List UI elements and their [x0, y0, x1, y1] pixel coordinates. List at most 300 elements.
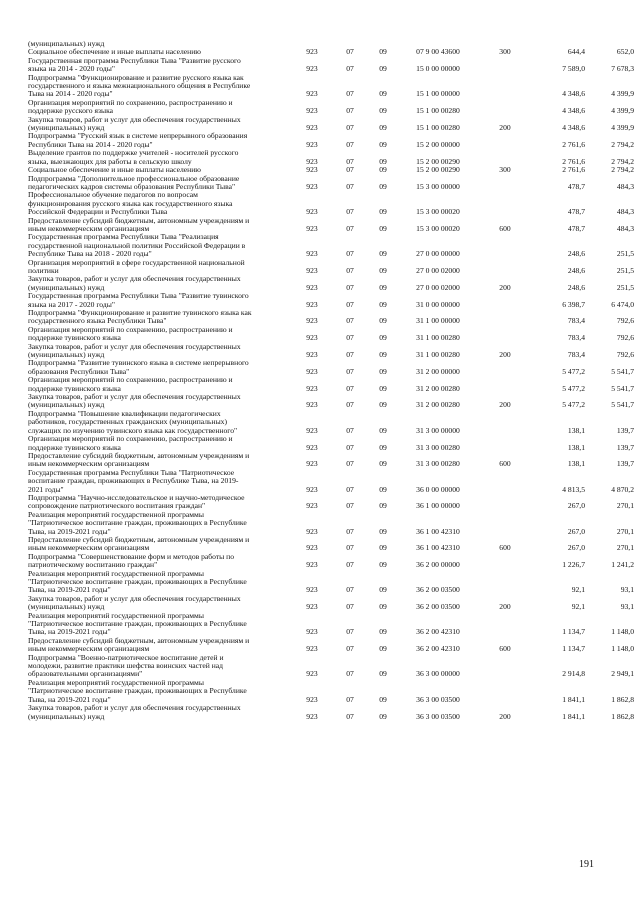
- row-cs-code: 36 3 00 00000: [416, 669, 460, 679]
- row-cs-code: 31 1 00 00280: [416, 350, 460, 360]
- row-amount-2020: 1 134,7: [562, 627, 585, 637]
- row-name: Предоставление субсидий бюджетным, автономным учреждениям и иным некоммерческим организациям: [28, 635, 250, 654]
- row-amount-2020: 4 348,6: [562, 89, 585, 99]
- row-pr-code: 09: [379, 484, 387, 494]
- row-vr-code: 200: [499, 711, 511, 721]
- row-pr-code: 09: [379, 265, 387, 275]
- row-name: Закупка товаров, работ и услуг для обеспечения государственных (муниципальных) нужд: [28, 341, 241, 360]
- row-gr-code: 923: [306, 123, 318, 133]
- row-cs-code: 31 2 00 00000: [416, 366, 460, 376]
- table-row: [28, 704, 634, 721]
- row-amount-2020: 2 761,6: [562, 165, 585, 175]
- row-pr-code: 09: [379, 299, 387, 309]
- table-row: [28, 217, 634, 234]
- row-amount-2020: 92,1: [571, 602, 585, 612]
- row-amount-2021: 1 148,0: [611, 627, 634, 637]
- row-pr-code: 09: [379, 223, 387, 233]
- row-rz-code: 07: [346, 89, 354, 99]
- row-name: Государственная программа Республики Тыва "Развитие русского языка на 2014 - 2020 годы": [28, 55, 241, 74]
- row-amount-2021: 2 949,1: [611, 669, 634, 679]
- row-pr-code: 09: [379, 627, 387, 637]
- row-cs-code: 27 0 00 00000: [416, 249, 460, 259]
- row-pr-code: 09: [379, 249, 387, 259]
- row-cs-code: 36 1 00 42310: [416, 526, 460, 536]
- row-pr-code: 09: [379, 181, 387, 191]
- row-gr-code: 923: [306, 316, 318, 326]
- table-row: [28, 116, 634, 133]
- row-amount-2021: 5 541,7: [611, 366, 634, 376]
- row-name: Подпрограмма "Военно-патриотическое воспитание детей и молодежи, развитие практики шефства воинских частей над образовательными организациями": [28, 652, 224, 679]
- row-cs-code: 15 2 00 00290: [416, 165, 460, 175]
- table-row: [28, 275, 634, 292]
- row-amount-2021: 5 541,7: [611, 383, 634, 393]
- row-amount-2021: 139,7: [616, 459, 634, 469]
- row-amount-2020: 138,1: [567, 442, 585, 452]
- row-amount-2020: 783,4: [567, 316, 585, 326]
- row-amount-2021: 1 241,2: [611, 560, 634, 570]
- row-gr-code: 923: [306, 669, 318, 679]
- table-row: [28, 292, 634, 309]
- row-pr-code: 09: [379, 560, 387, 570]
- row-gr-code: 923: [306, 400, 318, 410]
- row-amount-2021: 93,1: [620, 585, 634, 595]
- table-row: [28, 511, 634, 536]
- table-row: [28, 191, 634, 216]
- row-amount-2020: 267,0: [567, 526, 585, 536]
- row-gr-code: 923: [306, 425, 318, 435]
- row-amount-2021: 4 399,9: [611, 123, 634, 133]
- row-amount-2021: 251,5: [616, 282, 634, 292]
- row-gr-code: 923: [306, 501, 318, 511]
- row-cs-code: 31 0 00 00000: [416, 299, 460, 309]
- row-name: Реализация мероприятий государственной программы "Патриотическое воспитание граждан, проживающих в Республике Тыва, на 2019-2021 годы": [28, 677, 247, 704]
- table-row: [28, 309, 634, 326]
- row-amount-2020: 1 841,1: [562, 711, 585, 721]
- row-cs-code: 36 0 00 00000: [416, 484, 460, 494]
- row-rz-code: 07: [346, 501, 354, 511]
- row-cs-code: 31 2 00 00280: [416, 383, 460, 393]
- row-gr-code: 923: [306, 602, 318, 612]
- table-row: [28, 326, 634, 343]
- row-rz-code: 07: [346, 694, 354, 704]
- row-vr-code: 200: [499, 602, 511, 612]
- table-row: [28, 570, 634, 595]
- row-rz-code: 07: [346, 316, 354, 326]
- row-rz-code: 07: [346, 366, 354, 376]
- row-amount-2020: 1 226,7: [562, 560, 585, 570]
- row-vr-code: 200: [499, 123, 511, 133]
- row-pr-code: 09: [379, 442, 387, 452]
- row-pr-code: 09: [379, 400, 387, 410]
- row-amount-2021: 93,1: [620, 602, 634, 612]
- row-gr-code: 923: [306, 223, 318, 233]
- row-pr-code: 09: [379, 383, 387, 393]
- row-gr-code: 923: [306, 207, 318, 217]
- row-amount-2021: 7 678,3: [611, 64, 634, 74]
- row-gr-code: 923: [306, 585, 318, 595]
- row-gr-code: 923: [306, 627, 318, 637]
- row-name: Закупка товаров, работ и услуг для обеспечения государственных (муниципальных) нужд: [28, 703, 241, 721]
- row-cs-code: 15 3 00 00020: [416, 223, 460, 233]
- row-vr-code: 300: [499, 165, 511, 175]
- row-pr-code: 09: [379, 156, 387, 166]
- row-gr-code: 923: [306, 484, 318, 494]
- row-amount-2021: 251,5: [616, 265, 634, 275]
- row-gr-code: 923: [306, 560, 318, 570]
- row-rz-code: 07: [346, 333, 354, 343]
- row-gr-code: 923: [306, 106, 318, 116]
- row-gr-code: 923: [306, 644, 318, 654]
- row-vr-code: 600: [499, 543, 511, 553]
- row-vr-code: 600: [499, 644, 511, 654]
- row-pr-code: 09: [379, 47, 387, 57]
- row-cs-code: 31 3 00 00280: [416, 459, 460, 469]
- row-gr-code: 923: [306, 383, 318, 393]
- row-vr-code: 200: [499, 400, 511, 410]
- row-name: Предоставление субсидий бюджетным, автономным учреждениям и иным некоммерческим организациям: [28, 534, 250, 553]
- row-rz-code: 07: [346, 139, 354, 149]
- row-cs-code: 36 1 00 42310: [416, 543, 460, 553]
- row-pr-code: 09: [379, 282, 387, 292]
- row-pr-code: 09: [379, 106, 387, 116]
- row-pr-code: 09: [379, 644, 387, 654]
- row-name: Подпрограмма "Совершенствование форм и методов работы по патриотическому воспитанию граждан": [28, 551, 235, 570]
- row-amount-2021: 484,3: [616, 181, 634, 191]
- table-row: [28, 494, 634, 511]
- row-name: Профессиональное обучение педагогов по вопросам функционирования русского языка как государственного языка Российской Федерации и Республики Тыва: [28, 190, 233, 217]
- table-row: [28, 233, 634, 258]
- row-name: Подпрограмма "Функционирование и развитие тувинского языка как государственного языка Республики Тыва": [28, 308, 252, 326]
- row-pr-code: 09: [379, 694, 387, 704]
- table-row: [28, 553, 634, 570]
- row-cs-code: 36 2 00 03500: [416, 602, 460, 612]
- table-row: [28, 654, 634, 679]
- table-row: [28, 452, 634, 469]
- row-cs-code: 31 1 00 00280: [416, 333, 460, 343]
- row-cs-code: 36 2 00 42310: [416, 644, 460, 654]
- row-gr-code: 923: [306, 139, 318, 149]
- row-rz-code: 07: [346, 526, 354, 536]
- row-cs-code: 15 2 00 00000: [416, 139, 460, 149]
- row-amount-2020: 5 477,2: [562, 400, 585, 410]
- row-cs-code: 15 1 00 00000: [416, 89, 460, 99]
- row-pr-code: 09: [379, 711, 387, 721]
- row-cs-code: 36 2 00 42310: [416, 627, 460, 637]
- row-pr-code: 09: [379, 89, 387, 99]
- row-rz-code: 07: [346, 459, 354, 469]
- row-rz-code: 07: [346, 223, 354, 233]
- row-vr-code: 300: [499, 47, 511, 57]
- row-name: Организация мероприятий по сохранению, распространению и поддержке тувинского языка: [28, 324, 233, 343]
- row-amount-2021: 484,3: [616, 223, 634, 233]
- row-rz-code: 07: [346, 442, 354, 452]
- row-name: Закупка товаров, работ и услуг для обеспечения государственных (муниципальных) нужд: [28, 114, 241, 133]
- row-rz-code: 07: [346, 627, 354, 637]
- row-amount-2021: 792,6: [616, 333, 634, 343]
- table-row: [28, 612, 634, 637]
- row-pr-code: 09: [379, 543, 387, 553]
- row-vr-code: 600: [499, 223, 511, 233]
- row-amount-2021: 139,7: [616, 442, 634, 452]
- row-rz-code: 07: [346, 207, 354, 217]
- row-rz-code: 07: [346, 543, 354, 553]
- row-rz-code: 07: [346, 560, 354, 570]
- row-rz-code: 07: [346, 123, 354, 133]
- row-vr-code: 200: [499, 350, 511, 360]
- row-amount-2021: 2 794,2: [611, 165, 634, 175]
- row-rz-code: 07: [346, 106, 354, 116]
- row-pr-code: 09: [379, 333, 387, 343]
- row-amount-2020: 248,6: [567, 265, 585, 275]
- row-gr-code: 923: [306, 543, 318, 553]
- row-amount-2021: 4 399,9: [611, 89, 634, 99]
- row-gr-code: 923: [306, 366, 318, 376]
- row-name: Выделение грантов по поддержке учителей - носителей русского языка, выезжающих для работы в сельскую школу: [28, 148, 239, 166]
- row-name: Закупка товаров, работ и услуг для обеспечения государственных (муниципальных) нужд: [28, 392, 241, 410]
- row-rz-code: 07: [346, 282, 354, 292]
- row-amount-2021: 2 794,2: [611, 156, 634, 166]
- row-amount-2020: 2 761,6: [562, 139, 585, 149]
- row-name: Подпрограмма "Научно-исследовательское и научно-методическое сопровождение патриотического воспитания граждан": [28, 492, 245, 511]
- row-amount-2020: 248,6: [567, 249, 585, 259]
- row-name: Реализация мероприятий государственной программы "Патриотическое воспитание граждан, проживающих в Республике Тыва, на 2019-2021 годы": [28, 610, 247, 637]
- row-name: Подпрограмма "Повышение квалификации педагогических работников, государственных гражданских (муниципальных) служащих по изучению тувинского языка как государственного": [28, 408, 238, 435]
- row-amount-2021: 4 399,9: [611, 106, 634, 116]
- row-pr-code: 09: [379, 526, 387, 536]
- row-amount-2020: 478,7: [567, 207, 585, 217]
- row-amount-2020: 2 761,6: [562, 156, 585, 166]
- table-row: [28, 679, 634, 704]
- row-gr-code: 923: [306, 711, 318, 721]
- row-rz-code: 07: [346, 383, 354, 393]
- row-amount-2020: 5 477,2: [562, 366, 585, 376]
- row-amount-2021: 6 474,0: [611, 299, 634, 309]
- table-row: [28, 536, 634, 553]
- row-cs-code: 15 2 00 00290: [416, 156, 460, 166]
- row-amount-2021: 1 862,8: [611, 711, 634, 721]
- row-rz-code: 07: [346, 644, 354, 654]
- row-gr-code: 923: [306, 350, 318, 360]
- row-amount-2021: 2 794,2: [611, 139, 634, 149]
- table-row: [28, 259, 634, 276]
- table-row: [28, 469, 634, 494]
- row-amount-2020: 783,4: [567, 350, 585, 360]
- row-name: Подпрограмма "Дополнительное профессиональное образование педагогических кадров системы образования Республики Тыва": [28, 173, 240, 191]
- page-number: 191: [579, 859, 594, 870]
- row-pr-code: 09: [379, 123, 387, 133]
- row-amount-2021: 270,1: [616, 501, 634, 511]
- row-amount-2020: 138,1: [567, 425, 585, 435]
- row-name: Организация мероприятий по сохранению, распространению и поддержке тувинского языка: [28, 375, 233, 393]
- row-name: Предоставление субсидий бюджетным, автономным учреждениям и иным некоммерческим организациям: [28, 450, 250, 469]
- row-amount-2020: 4 348,6: [562, 123, 585, 133]
- row-rz-code: 07: [346, 165, 354, 175]
- row-amount-2021: 251,5: [616, 249, 634, 259]
- row-cs-code: 31 3 00 00000: [416, 425, 460, 435]
- row-pr-code: 09: [379, 207, 387, 217]
- row-rz-code: 07: [346, 156, 354, 166]
- row-amount-2021: 5 541,7: [611, 400, 634, 410]
- row-amount-2020: 5 477,2: [562, 383, 585, 393]
- row-cs-code: 31 2 00 00280: [416, 400, 460, 410]
- table-row: [28, 435, 634, 452]
- row-cs-code: 15 1 00 00280: [416, 106, 460, 116]
- row-gr-code: 923: [306, 249, 318, 259]
- row-amount-2020: 1 841,1: [562, 694, 585, 704]
- row-cs-code: 31 3 00 00280: [416, 442, 460, 452]
- table-row: [28, 149, 634, 166]
- row-rz-code: 07: [346, 585, 354, 595]
- row-name: Социальное обеспечение и иные выплаты населению: [28, 165, 201, 175]
- table-row: [28, 637, 634, 654]
- row-name: Государственная программа Республики Тыва "Реализация государственной национальной политики Российской Федерации в Республике Тыва на 2018 - 2020 годы": [28, 232, 246, 259]
- row-amount-2021: 139,7: [616, 425, 634, 435]
- row-amount-2020: 248,6: [567, 282, 585, 292]
- row-cs-code: 31 1 00 00000: [416, 316, 460, 326]
- row-gr-code: 923: [306, 694, 318, 704]
- row-pr-code: 09: [379, 459, 387, 469]
- row-gr-code: 923: [306, 165, 318, 175]
- row-name: Государственная программа Республики Тыва "Патриотическое воспитание граждан, проживающих в Республике Тыва, на 2019- 2021 годы": [28, 467, 239, 494]
- row-amount-2021: 792,6: [616, 316, 634, 326]
- row-pr-code: 09: [379, 366, 387, 376]
- row-cs-code: 15 1 00 00280: [416, 123, 460, 133]
- row-rz-code: 07: [346, 181, 354, 191]
- row-amount-2020: 644,4: [567, 47, 585, 57]
- row-name: Организация мероприятий в сфере государственной национальной политики: [28, 257, 245, 275]
- row-name: Организация мероприятий по сохранению, распространению и поддержке тувинского языка: [28, 434, 233, 452]
- row-gr-code: 923: [306, 181, 318, 191]
- row-gr-code: 923: [306, 459, 318, 469]
- row-rz-code: 07: [346, 299, 354, 309]
- row-rz-code: 07: [346, 711, 354, 721]
- row-rz-code: 07: [346, 484, 354, 494]
- row-amount-2020: 478,7: [567, 223, 585, 233]
- row-pr-code: 09: [379, 501, 387, 511]
- row-gr-code: 923: [306, 156, 318, 166]
- row-amount-2020: 4 813,5: [562, 484, 585, 494]
- row-rz-code: 07: [346, 602, 354, 612]
- row-pr-code: 09: [379, 165, 387, 175]
- header-fragment: (муниципальных) нужд: [28, 39, 105, 48]
- row-name: Реализация мероприятий государственной программы "Патриотическое воспитание граждан, проживающих в Республике Тыва, на 2019-2021 годы": [28, 568, 247, 595]
- row-amount-2020: 138,1: [567, 459, 585, 469]
- row-amount-2020: 267,0: [567, 501, 585, 511]
- row-amount-2021: 1 148,0: [611, 644, 634, 654]
- row-amount-2021: 652,0: [616, 47, 634, 57]
- row-vr-code: 600: [499, 459, 511, 469]
- row-rz-code: 07: [346, 400, 354, 410]
- row-amount-2021: 1 862,8: [611, 694, 634, 704]
- row-cs-code: 27 0 00 02000: [416, 282, 460, 292]
- row-rz-code: 07: [346, 669, 354, 679]
- row-cs-code: 36 2 00 00000: [416, 560, 460, 570]
- row-amount-2020: 478,7: [567, 181, 585, 191]
- row-name: Государственная программа Республики Тыва "Развитие тувинского языка на 2017 - 2020 годы": [28, 291, 249, 309]
- row-pr-code: 09: [379, 350, 387, 360]
- row-amount-2020: 4 348,6: [562, 106, 585, 116]
- row-amount-2021: 792,6: [616, 350, 634, 360]
- row-gr-code: 923: [306, 89, 318, 99]
- row-cs-code: 07 9 00 43600: [416, 47, 460, 57]
- row-rz-code: 07: [346, 64, 354, 74]
- table-row: [28, 595, 634, 612]
- row-pr-code: 09: [379, 64, 387, 74]
- row-pr-code: 09: [379, 316, 387, 326]
- row-name: Организация мероприятий по сохранению, распространению и поддержке русского языка: [28, 97, 233, 116]
- row-amount-2020: 92,1: [571, 585, 585, 595]
- row-name: Подпрограмма "Русский язык в системе непрерывного образования Республики Тыва на 2014 - 2020 годы": [28, 131, 248, 149]
- row-amount-2020: 267,0: [567, 543, 585, 553]
- row-name: Подпрограмма "Развитие тувинского языка в системе непрерывного образования Республики Тыва": [28, 358, 249, 376]
- row-cs-code: 15 0 00 00000: [416, 64, 460, 74]
- row-amount-2021: 484,3: [616, 207, 634, 217]
- row-amount-2020: 6 398,7: [562, 299, 585, 309]
- row-cs-code: 36 1 00 00000: [416, 501, 460, 511]
- row-gr-code: 923: [306, 282, 318, 292]
- row-gr-code: 923: [306, 265, 318, 275]
- row-rz-code: 07: [346, 47, 354, 57]
- row-rz-code: 07: [346, 249, 354, 259]
- budget-table: [28, 40, 634, 721]
- row-pr-code: 09: [379, 585, 387, 595]
- row-pr-code: 09: [379, 602, 387, 612]
- row-amount-2020: 7 589,0: [562, 64, 585, 74]
- row-name: Закупка товаров, работ и услуг для обеспечения государственных (муниципальных) нужд: [28, 274, 241, 292]
- row-name: Социальное обеспечение и иные выплаты населению: [28, 47, 201, 57]
- table-row: [28, 359, 634, 376]
- row-name: Подпрограмма "Функционирование и развитие русского языка как государственного и языка межнационального общения в Республике Тыва на 2014 - 2020 годы": [28, 72, 251, 99]
- row-gr-code: 923: [306, 333, 318, 343]
- row-pr-code: 09: [379, 669, 387, 679]
- table-row: [28, 57, 634, 74]
- row-gr-code: 923: [306, 64, 318, 74]
- row-name: Закупка товаров, работ и услуг для обеспечения государственных (муниципальных) нужд: [28, 593, 241, 612]
- table-row: [28, 175, 634, 192]
- table-row: [28, 410, 634, 435]
- table-row: [28, 376, 634, 393]
- row-cs-code: 15 3 00 00000: [416, 181, 460, 191]
- table-row: [28, 99, 634, 116]
- row-name: Предоставление субсидий бюджетным, автономным учреждениям и иным некоммерческим организациям: [28, 215, 250, 233]
- row-cs-code: 36 2 00 03500: [416, 585, 460, 595]
- row-rz-code: 07: [346, 265, 354, 275]
- row-gr-code: 923: [306, 442, 318, 452]
- row-rz-code: 07: [346, 425, 354, 435]
- row-amount-2021: 270,1: [616, 526, 634, 536]
- row-amount-2021: 4 870,2: [611, 484, 634, 494]
- row-cs-code: 27 0 00 02000: [416, 265, 460, 275]
- row-cs-code: 36 3 00 03500: [416, 694, 460, 704]
- table-row: [28, 343, 634, 360]
- table-row: [28, 393, 634, 410]
- table-row: [28, 74, 634, 99]
- row-pr-code: 09: [379, 425, 387, 435]
- row-amount-2020: 2 914,8: [562, 669, 585, 679]
- row-name: Реализация мероприятий государственной программы "Патриотическое воспитание граждан, проживающих в Республике Тыва, на 2019-2021 годы": [28, 509, 247, 536]
- row-pr-code: 09: [379, 139, 387, 149]
- row-cs-code: 15 3 00 00020: [416, 207, 460, 217]
- row-gr-code: 923: [306, 526, 318, 536]
- table-row: [28, 132, 634, 149]
- row-amount-2021: 270,1: [616, 543, 634, 553]
- row-amount-2020: 783,4: [567, 333, 585, 343]
- row-cs-code: 36 3 00 03500: [416, 711, 460, 721]
- row-gr-code: 923: [306, 299, 318, 309]
- row-gr-code: 923: [306, 47, 318, 57]
- row-rz-code: 07: [346, 350, 354, 360]
- row-vr-code: 200: [499, 282, 511, 292]
